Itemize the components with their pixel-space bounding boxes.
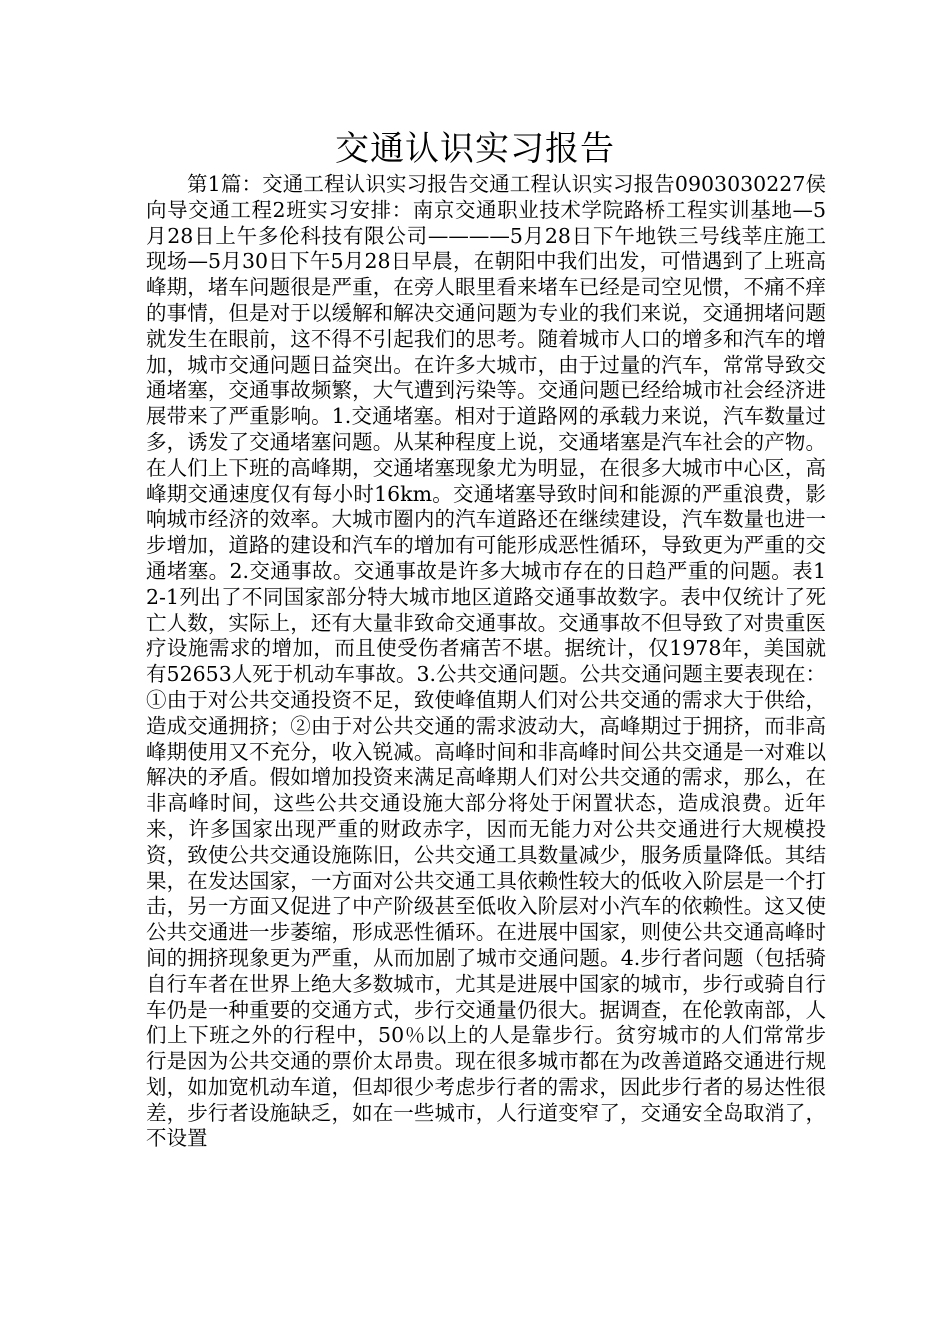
document-body	[146, 172, 826, 1152]
document-title: 交通认识实习报告	[335, 129, 615, 169]
body-paragraph: 第1篇：交通工程认识实习报告交通工程认识实习报告0903030227侯向导交通工程2班实习安排：南京交通职业技术学院路桥工程实训基地—5月28日上午多伦科技有限公司————5月28日下午地铁三号线莘庄施工现场—5月30日下午5月28日早晨，在朝阳中我们出发，可惜遇到了上班高峰期，堵车问题很是严重，在旁人眼里看来堵车已经是司空见惯，不痛不痒的事情，但是对于以缓解和解决交通问题为专业的我们来说，交通拥堵问题就发生在眼前，这不得不引起我们的思考。随着城市人口的增多和汽车的增加，城市交通问题日益突出。在许多大城市，由于过量的汽车，常常导致交通堵塞，交通事故频繁，大气遭到污染等。交通问题已经给城市社会经济进展带来了严重影响。1.交通堵塞。相对于道路网的承载力来说，汽车数量过多，诱发了交通堵塞问题。从某种程度上说，交通堵塞是汽车社会的产物。在人们上下班的高峰期，交通堵塞现象尤为明显，在很多大城市中心区，高峰期交通速度仅有每小时16km。交通堵塞导致时间和能源的严重浪费，影响城市经济的效率。大城市圈内的汽车道路还在继续建设，汽车数量也进一步增加，道路的建设和汽车的增加有可能形成恶性循环，导致更为严重的交通堵塞。2.交通事故。交通事故是许多大城市存在的日趋严重的问题。表12-1列出了不同国家部分特大城市地区道路交通事故数字。表中仅统计了死亡人数，实际上，还有大量非致命交通事故。交通事故不但导致了对贵重医疗设施需求的增加，而且使受伤者痛苦不堪。据统计，仅1978年，美国就有52653人死于机动车事故。3.公共交通问题。公共交通问题主要表现在：①由于对公共交通投资不足，致使峰值期人们对公共交通的需求大于供给，造成交通拥挤；②由于对公共交通的需求波动大，高峰期过于拥挤，而非高峰期使用又不充分，收入锐减。高峰时间和非高峰时间公共交通是一对难以解决的矛盾。假如增加投资来满足高峰期人们对公共交通的需求，那么，在非高峰时间，这些公共交通设施大部分将处于闲置状态，造成浪费。近年来，许多国家出现严重的财政赤字，因而无能力对公共交通进行大规模投资，致使公共交通设施陈旧，公共交通工具数量减少，服务质量降低。其结果，在发达国家，一方面对公共交通工具依赖性较大的低收入阶层是一个打击，另一方面又促进了中产阶级甚至低收入阶层对小汽车的依赖性。这又使公共交通进一步萎缩，形成恶性循环。在进展中国家，则使公共交通高峰时间的拥挤现象更为严重，从而加剧了城市交通问题。4.步行者问题（包括骑自行车者在世界上绝大多数城市，尤其是进展中国家的城市，步行或骑自行车仍是一种重要的交通方式，步行交通量仍很大。据调查，在伦敦南部，人们上下班之外的行程中，50％以上的人是靠步行。贫穷城市的人们常常步行是因为公共交通的票价太昂贵。现在很多城市都在为改善道路交通进行规划，如加宽机动车道，但却很少考虑步行者的需求，因此步行者的易达性很差，步行者设施缺乏，如在一些城市，人行道变窄了，交通安全岛取消了，不设置	[146, 172, 826, 1151]
